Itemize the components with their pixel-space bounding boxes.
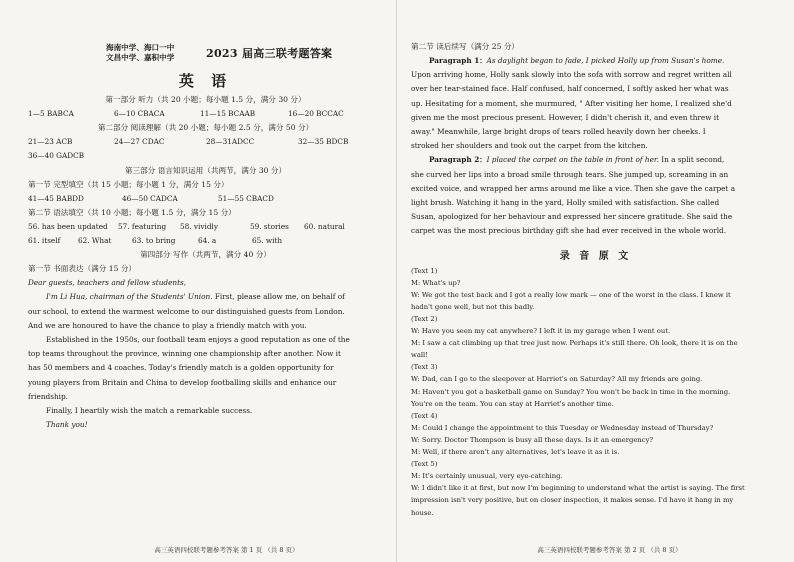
transcript-line: W: We got the test back and I got a really low mark — one of the worst in the class. I knew it: [411, 290, 731, 299]
essay-line: I'm Li Hua, chairman of the Students' Union. First, please allow me, on behalf of: [46, 292, 345, 302]
transcript-line: (Text 4): [411, 411, 438, 420]
subject-title: 英 语: [178, 72, 233, 90]
essay-greeting: Dear guests, teachers and fellow students,: [28, 278, 187, 288]
continuation-line: Susan, apologized for her behaviour and expressed her sincere gratitude. She said the: [411, 212, 733, 222]
essay-line: young players from Britain and China to develop footballing skills and enhance our: [28, 377, 337, 387]
transcript-line: M: Haven't you got a basketball game on Sunday? You won't be back in time in the morning.: [411, 387, 731, 396]
part3-heading: 第三部分 语言知识运用（共两节，满分 30 分）: [124, 165, 287, 175]
essay-line: And we are honoured to have the chance to play a friendly match with you.: [28, 320, 307, 330]
part2-answers-row1: 21—23 ACB 24—27 CDAC 28—31ADCC 32—35 BDCB: [28, 137, 349, 147]
part2-heading: 第二部分 阅读理解（共 20 小题；每小题 2.5 分，满分 50 分）: [97, 123, 314, 133]
paragraph2-prompt: Paragraph 2：I placed the carpet on the table in front of her. In a split second,: [429, 155, 725, 165]
part4-sec1-heading: 第一节 书面表达（满分 15 分）: [28, 264, 137, 274]
continuation-line: Upon arriving home, Holly sank slowly into the sofa with sorrow and regret written all: [411, 70, 732, 80]
transcript-line: M: Could I change the appointment to this Tuesday or Wednesday instead of Thursday?: [411, 423, 714, 432]
part4-heading: 第四部分 写作（共两节，满分 40 分）: [140, 250, 271, 260]
paragraph1-prompt: Paragraph 1：As daylight began to fade, I picked Holly up from Susan's home.: [429, 56, 725, 65]
transcript-line: impression isn't very positive, but on closer inspection, it makes sense. I'd have it hang in my: [411, 496, 734, 505]
essay-closing: Thank you!: [46, 420, 88, 430]
exam-title: 2023 届高三联考题答案: [206, 47, 333, 60]
continuation-line: up. Hesitating for a moment, she murmured, " After visiting her home, I realized she'd: [411, 98, 732, 108]
part3-sec2-row2: 61. itself 62. What 63. to bring 64. a 65. with: [28, 236, 283, 246]
part4-sec2-heading: 第二节 读后续写（满分 25 分）: [411, 42, 520, 51]
part3-sec2-row1: 56. has been updated 57. featuring 58. vividly 59. stories 60. natural: [28, 221, 345, 231]
transcript-line: M: It's certainly unusual, very eye-catching.: [411, 472, 563, 481]
transcript-line: house.: [411, 508, 434, 517]
part2-answers-row2: 36—40 GADCB: [28, 151, 85, 161]
continuation-line: away." Meanwhile, large bright drops of tears rolled heavily down her cheeks. I: [411, 127, 706, 137]
essay-line: our school, to extend the warmest welcome to our distinguished guests from London.: [28, 306, 345, 316]
part3-sec2-heading: 第二节 语法填空（共 10 小题；每小题 1.5 分，满分 15 分）: [28, 207, 236, 217]
transcript-line: hadn't gone well, but not this badly.: [411, 302, 535, 311]
part1-heading: 第一部分 听力（共 20 小题；每小题 1.5 分，满分 30 分）: [105, 95, 306, 104]
continuation-line: stroked her shoulders and took out the carpet from the kitchen.: [411, 141, 648, 151]
continuation-line: light brush. Watching it hang in the yard, Holly smiled with satisfaction. She called: [411, 198, 720, 208]
transcript-line: W: Dad, can I go to the sleepover at Harriet's on Saturday? All my friends are going.: [411, 375, 703, 384]
transcript-line: M: Well, if there aren't any alternatives, let's leave it as it is.: [411, 448, 620, 457]
transcript-line: W: Sorry. Doctor Thompson is busy all these days. Is it an emergency?: [411, 435, 654, 444]
transcript-line: M: I saw a cat climbing up that tree just now. Perhaps it's still there. Oh look, there it is on the: [411, 339, 738, 348]
transcript-line: (Text 3): [411, 363, 438, 372]
page-footer-right: 高三英语四校联考题参考答案 第 2 页 （共 8 页）: [537, 546, 682, 554]
page-footer-left: 高三英语四校联考题参考答案 第 1 页 （共 8 页）: [154, 546, 299, 554]
essay-line: Established in the 1950s, our football team enjoys a good reputation as one of the: [46, 335, 350, 345]
transcript-line: You're on the team. You can stay at Harriet's another time.: [411, 399, 614, 408]
continuation-line: given me the most precious present. However, I didn't cherish it, and even threw it: [411, 112, 720, 122]
continuation-line: she curved her lips into a broad smile through tears. She jumped up, screaming in an: [411, 169, 729, 179]
transcript-line: (Text 5): [411, 460, 438, 469]
transcript-line: (Text 2): [411, 315, 438, 324]
essay-line: Finally, I heartily wish the match a remarkable success.: [46, 406, 253, 416]
continuation-line: over her tear-stained face. Half confused, half concerned, I softly asked her what was: [411, 84, 729, 94]
essay-line: top teams throughout the province, winning one championship after another. Now it: [28, 349, 341, 359]
essay-line: friendship.: [28, 391, 68, 401]
transcript-line: wall!: [411, 351, 428, 360]
part3-sec1-heading: 第一节 完型填空（共 15 小题；每小题 1 分，满分 15 分）: [28, 179, 229, 189]
part3-sec1-answers: 41—45 BABDD 46—50 CADCA 51—55 CBACD: [28, 193, 274, 203]
continuation-line: carpet was the most precious birthday gift she had ever received in the whole world.: [411, 226, 727, 236]
transcript-line: (Text 1): [411, 266, 438, 275]
transcript-line: M: What's up?: [411, 278, 461, 287]
recording-transcript-title: 录 音 原 文: [559, 250, 632, 262]
answer-page-right: [397, 0, 794, 562]
recording-transcript: [411, 265, 780, 519]
continuation-line: excited voice, and wrapped her arms around me like a vice. Then she gave the carpet a: [411, 183, 736, 193]
exam-header: [106, 40, 383, 66]
transcript-line: W: I didn't like it at first, but now I'm beginning to understand what the artist is saying. The first: [411, 484, 745, 493]
essay-line: has 50 members and 4 coaches. Today's friendly match is a golden opportunity for: [28, 363, 334, 373]
school-names: 海南中学、海口一中 文昌中学、嘉积中学: [106, 43, 175, 62]
part1-answers: 1—5 BABCA 6—10 CBACA 11—15 BCAAB 16—20 BCCAC: [28, 109, 344, 118]
transcript-line: W: Have you seen my cat anywhere? I left it in my garage when I went out.: [411, 327, 671, 336]
